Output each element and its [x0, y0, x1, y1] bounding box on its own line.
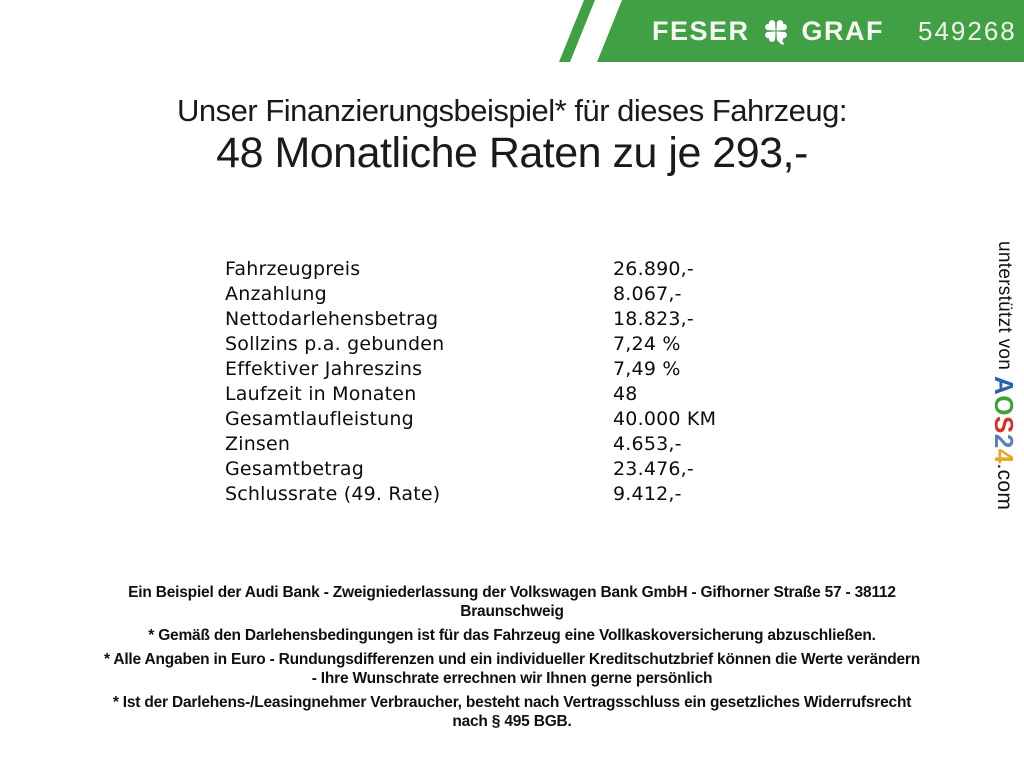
disclaimer-paragraph — [0, 650, 1024, 688]
disclaimer-line: Ein Beispiel der Audi Bank - Zweigniederlassung der Volkswagen Bank GmbH - Gifhorner Straße 57 - 38112 — [128, 584, 896, 601]
row-value: 9.412,- — [613, 483, 682, 505]
row-value: 18.823,- — [613, 308, 694, 330]
row-value: 8.067,- — [613, 283, 682, 305]
table-row — [225, 257, 716, 282]
disclaimer-line: Braunschweig — [460, 603, 564, 620]
table-row — [225, 407, 716, 432]
vehicle-number-badge: 549268 — [918, 15, 1017, 46]
finance-subtitle: 48 Monatliche Raten zu je 293,- — [216, 129, 808, 177]
disclaimer-paragraph — [0, 693, 1024, 731]
row-label: Zinsen — [225, 433, 291, 455]
row-label: Fahrzeugpreis — [225, 258, 361, 280]
row-label: Anzahlung — [225, 283, 327, 305]
table-row — [225, 282, 716, 307]
row-value: 48 — [613, 383, 638, 405]
clover-stem — [778, 40, 784, 44]
table-row — [225, 382, 716, 407]
row-label: Nettodarlehensbetrag — [225, 308, 439, 330]
aos24-logo-letter: 4 — [989, 448, 1019, 464]
clover-icon — [759, 14, 793, 48]
right-rail-vertical-text — [988, 241, 1019, 510]
table-row — [225, 432, 716, 457]
row-label: Gesamtlaufleistung — [225, 408, 414, 430]
table-row — [225, 307, 716, 332]
brand-logo — [652, 0, 884, 62]
disclaimer-line: * Alle Angaben in Euro - Rundungsdifferenzen und ein individueller Kreditschutzbrief können die Werte verändern — [103, 651, 921, 668]
row-label: Effektiver Jahreszins — [225, 358, 423, 380]
aos24-logo-letter: S — [989, 415, 1019, 434]
table-row — [225, 457, 716, 482]
disclaimer-line: * Gemäß den Darlehensbedingungen ist für das Fahrzeug eine Vollkaskoversicherung abzuschließen. — [148, 627, 876, 644]
row-label: Gesamtbetrag — [225, 458, 365, 480]
row-label: Laufzeit in Monaten — [225, 383, 417, 405]
aos24-logo — [989, 376, 1019, 464]
table-row — [225, 332, 716, 357]
supported-by-text: unterstützt von — [994, 241, 1015, 376]
disclaimer-paragraph — [0, 626, 1024, 645]
aos24-logo-letter: 2 — [989, 433, 1019, 449]
brand-word-graf: GRAF — [801, 16, 885, 46]
footer-disclaimer — [0, 583, 1024, 736]
row-label: Schlussrate (49. Rate) — [225, 483, 441, 505]
brand-word-feser: FESER — [652, 16, 750, 46]
row-value: 4.653,- — [613, 433, 682, 455]
table-row — [225, 357, 716, 382]
disclaimer-paragraph — [0, 583, 1024, 621]
disclaimer-line: - Ihre Wunschrate errechnen wir Ihnen gerne persönlich — [311, 670, 713, 687]
title-block — [0, 92, 1024, 177]
table-row — [225, 482, 716, 507]
finance-title: Unser Finanzierungsbeispiel* für dieses Fahrzeug: — [177, 93, 847, 128]
row-label: Sollzins p.a. gebunden — [225, 333, 445, 355]
row-value: 23.476,- — [613, 458, 694, 480]
financing-table — [225, 257, 716, 507]
disclaimer-line: * Ist der Darlehens-/Leasingnehmer Verbraucher, besteht nach Vertragsschluss ein gesetzliches Widerrufsrecht — [112, 694, 912, 711]
aos24-domain-suffix: .com — [993, 463, 1016, 511]
aos24-logo-letter: O — [989, 394, 1019, 416]
disclaimer-line: nach § 495 BGB. — [452, 713, 572, 730]
aos24-logo-letter: A — [989, 375, 1019, 395]
row-value: 26.890,- — [613, 258, 694, 280]
row-value: 7,24 % — [613, 333, 681, 355]
banner-accent-stripe — [559, 0, 595, 62]
row-value: 7,49 % — [613, 358, 681, 380]
row-value: 40.000 KM — [613, 408, 717, 430]
